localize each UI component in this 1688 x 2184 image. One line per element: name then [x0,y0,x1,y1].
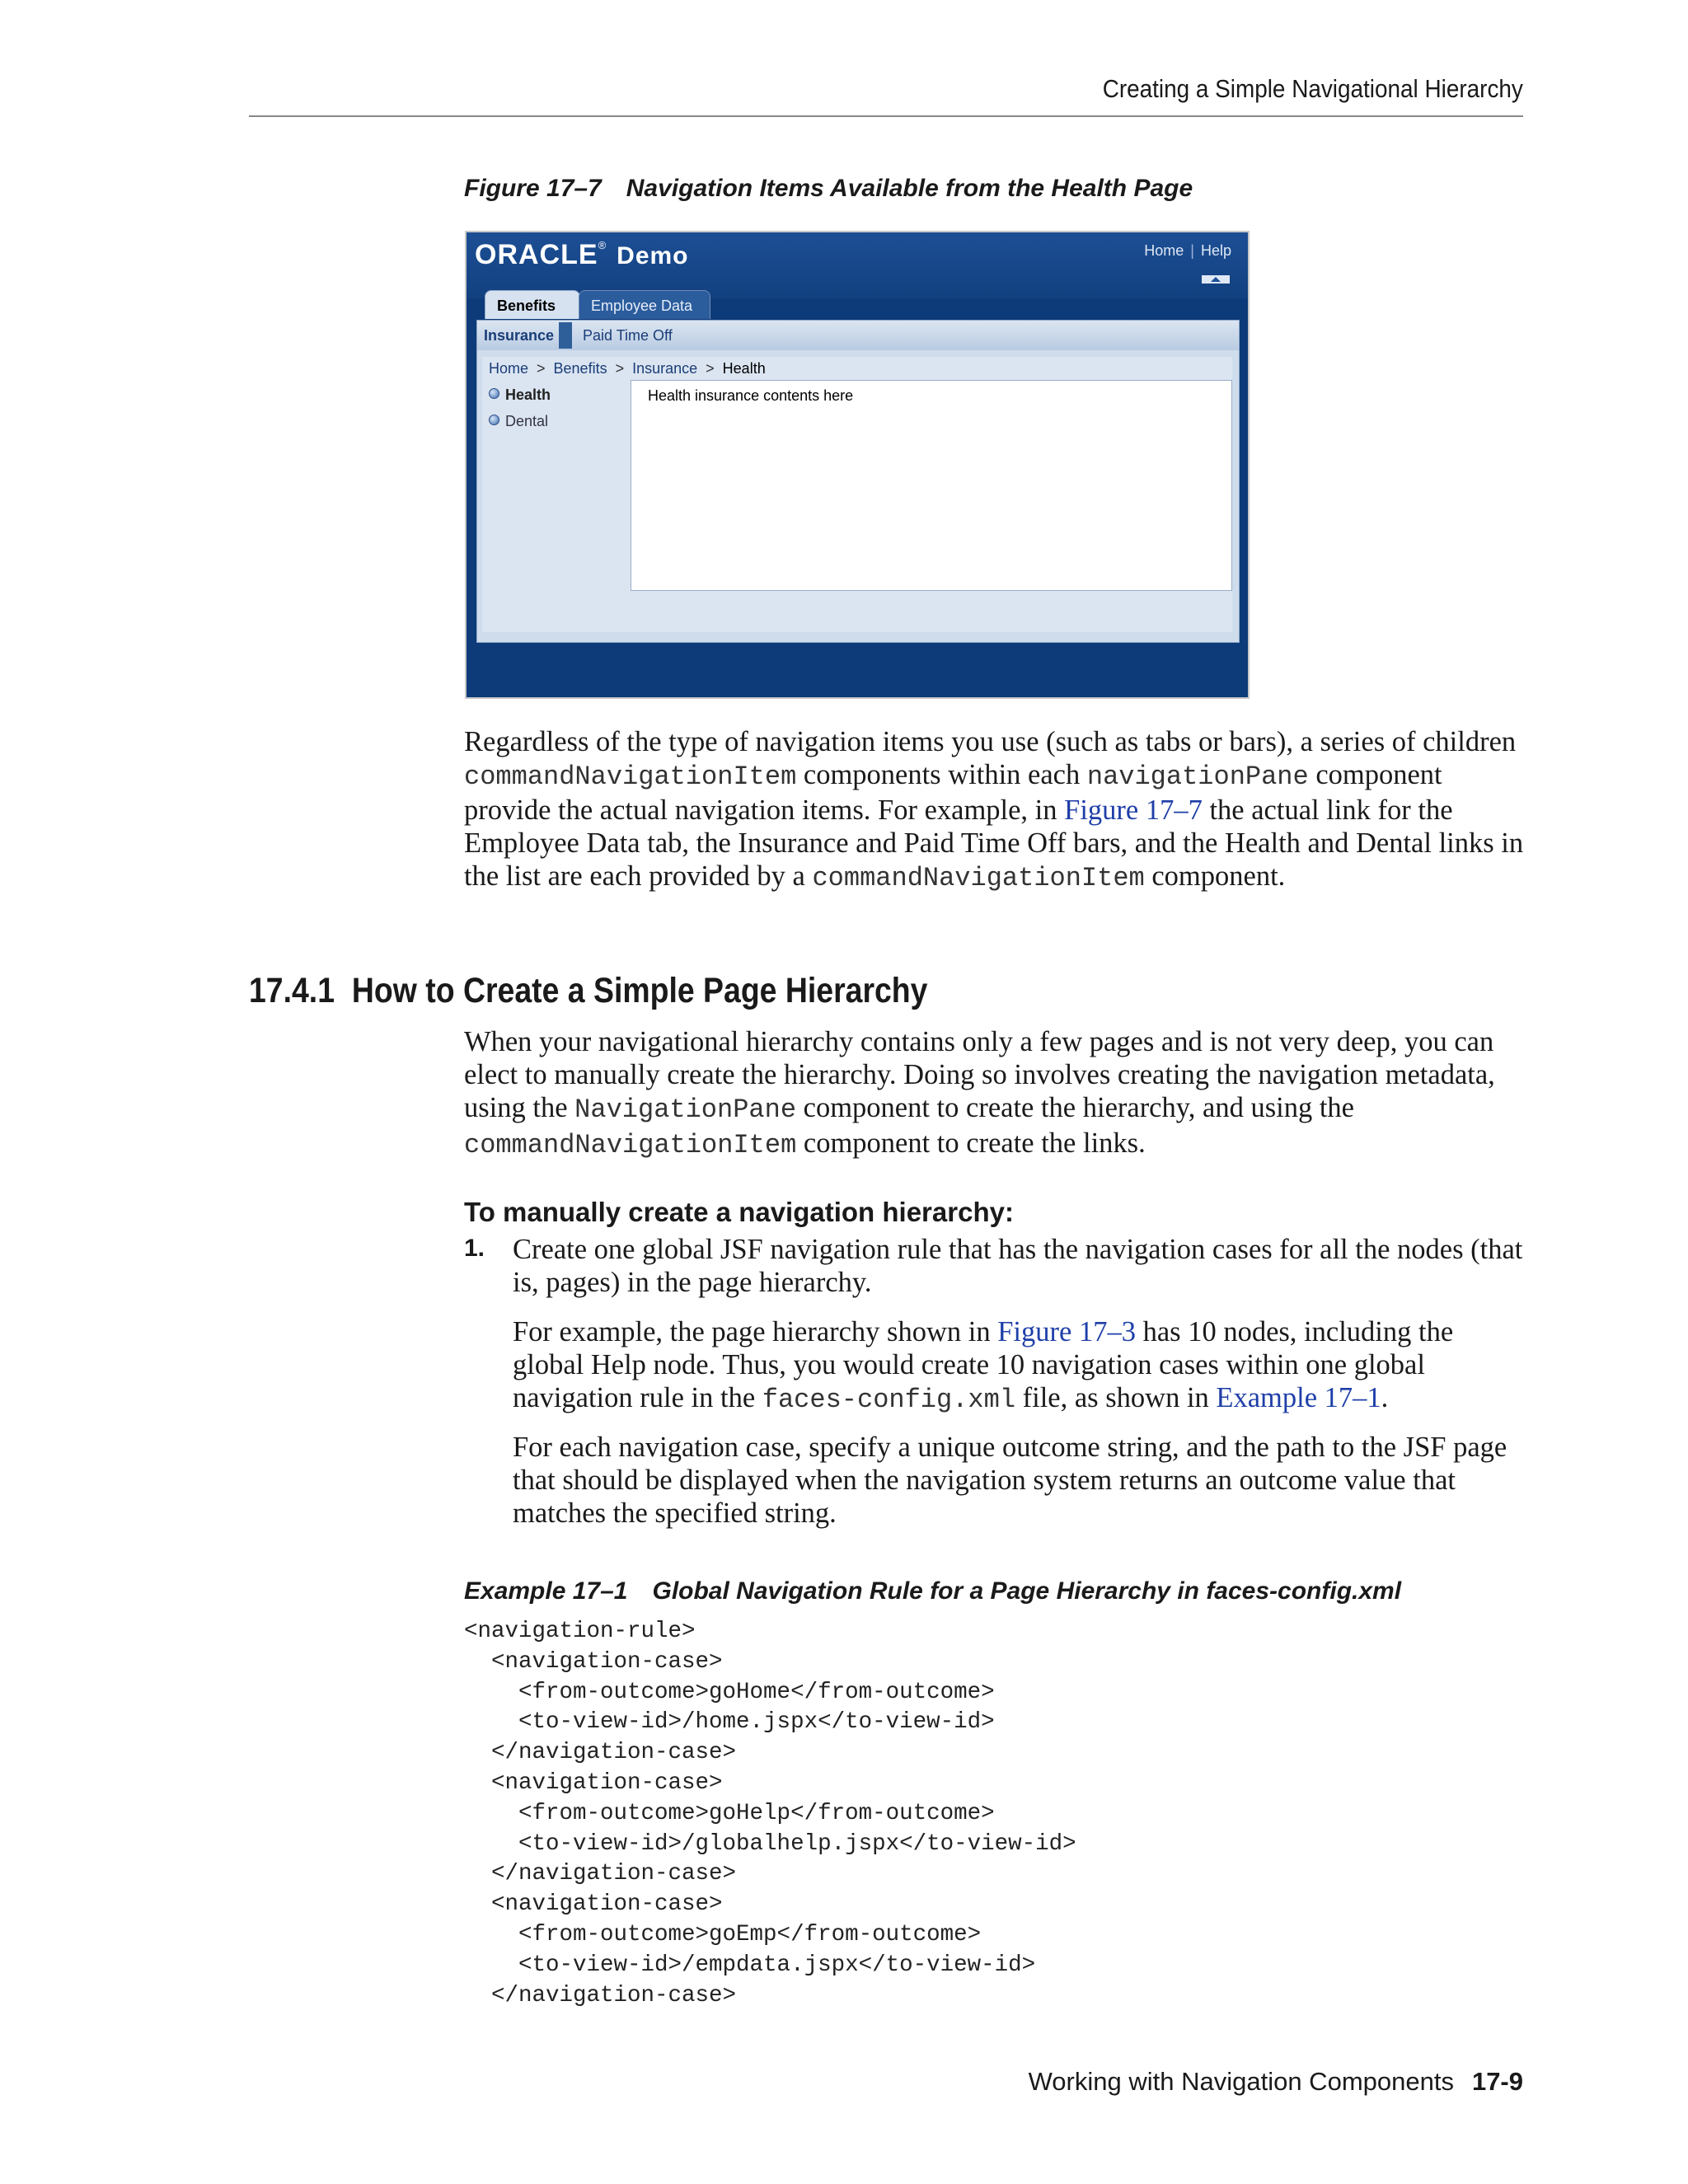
list-item-health[interactable]: Health [489,387,551,404]
step-outcome-paragraph: For each navigation case, specify a unique outcome string, and the path to the JSF page that should be displayed when the navigation system returns an outcome value that matches the specified string. [513,1432,1507,1529]
tab-employee-data[interactable]: Employee Data [579,290,710,319]
tab-benefits[interactable]: Benefits [485,290,580,319]
app-title: Demo [617,242,689,269]
code-block [464,1617,1076,2011]
code-line: </navigation-case> [464,1982,737,2008]
code-line: <navigation-case> [464,1648,723,1675]
oracle-logo: ORACLE® Demo [475,239,689,270]
paragraph-navigation-items: Regardless of the type of navigation items you use (such as tabs or bars), a series of children commandNavigationItem components within each navigationPane component provide the actual navigation items. For example, in Figure 17–7 the actual link for the Employee Data tab, the Insurance and Paid Time Off bars, and the Health and Dental links in the list are each provided by a commandNavigationItem component. [464,726,1524,893]
step-example-paragraph: For example, the page hierarchy shown in Figure 17–3 has 10 nodes, including the global Help node. Thus, you would create 10 navigation cases within one global navigation rule in the faces-config.xml file, as shown in Example 17–1. [513,1316,1454,1415]
figure-caption [464,175,1193,203]
bullet-icon [489,415,499,425]
code-line: <navigation-case> [464,1769,723,1796]
step-number: 1. [464,1235,485,1262]
step-text: Create one global JSF navigation rule that has the navigation cases for all the nodes (that is, pages) in the page hierarchy. [513,1234,1523,1298]
bar-item-paid-time-off[interactable]: Paid Time Off [583,327,673,344]
footer-chapter-title: Working with Navigation Components [1028,2067,1454,2096]
paragraph-manual-hierarchy: When your navigational hierarchy contains only a few pages and is not very deep, you can elect to manually create the hierarchy. Doing so involves creating the navigation metadata, using the NavigationPane component to create the hierarchy, and using the commandNavigationItem component to create the links. [464,1026,1495,1160]
collapse-icon[interactable] [1202,275,1230,284]
code-line: <from-outcome>goHome</from-outcome> [464,1679,995,1705]
code-line: </navigation-case> [464,1740,737,1766]
figure-number: Figure 17–7 [464,175,602,202]
code-line: <from-outcome>goHelp</from-outcome> [464,1800,995,1826]
breadcrumb-benefits[interactable]: Benefits [553,360,607,377]
page-number: 17-9 [1471,2067,1523,2096]
code-line: <to-view-id>/empdata.jspx</to-view-id> [464,1952,1036,1978]
code-line: <from-outcome>goEmp</from-outcome> [464,1921,982,1947]
example-caption: Example 17–1 Global Navigation Rule for a Page Hierarchy in faces-config.xml [464,1577,1402,1605]
header-rule [249,115,1523,117]
global-links: Home | Help [1144,242,1231,259]
page-footer [1029,2067,1523,2097]
figure-screenshot [465,231,1250,699]
running-header: Creating a Simple Navigational Hierarchy [1102,74,1523,103]
nav-bar [477,321,1239,350]
breadcrumb: Home > Benefits > Insurance > Health [489,360,766,377]
code-line: <to-view-id>/home.jspx</to-view-id> [464,1709,995,1736]
global-link-help[interactable]: Help [1200,242,1231,259]
bullet-icon [489,388,499,399]
figure-title: Navigation Items Available from the Health Page [626,175,1193,202]
section-heading: 17.4.1 How to Create a Simple Page Hierarchy [249,971,928,1010]
content-text: Health insurance contents here [648,387,854,404]
breadcrumb-insurance[interactable]: Insurance [632,360,698,377]
breadcrumb-health: Health [722,360,766,377]
bar-item-insurance[interactable]: Insurance [479,322,572,349]
code-line: </navigation-case> [464,1861,737,1887]
app-banner [467,232,1248,298]
code-line: <navigation-case> [464,1891,723,1918]
figure-17-7-link[interactable]: Figure 17–7 [1064,794,1203,826]
code-line: <to-view-id>/globalhelp.jspx</to-view-id> [464,1830,1076,1857]
figure-17-3-link[interactable]: Figure 17–3 [997,1316,1136,1347]
code-line: <navigation-rule> [464,1619,696,1644]
breadcrumb-home[interactable]: Home [489,360,529,377]
main-content-box [631,380,1232,591]
procedure-heading: To manually create a navigation hierarchy: [464,1197,1014,1227]
example-17-1-link[interactable]: Example 17–1 [1216,1382,1381,1413]
global-link-home[interactable]: Home [1144,242,1184,259]
list-item-dental[interactable]: Dental [489,413,548,430]
tab-panel [476,320,1240,643]
content-area [482,357,1232,632]
